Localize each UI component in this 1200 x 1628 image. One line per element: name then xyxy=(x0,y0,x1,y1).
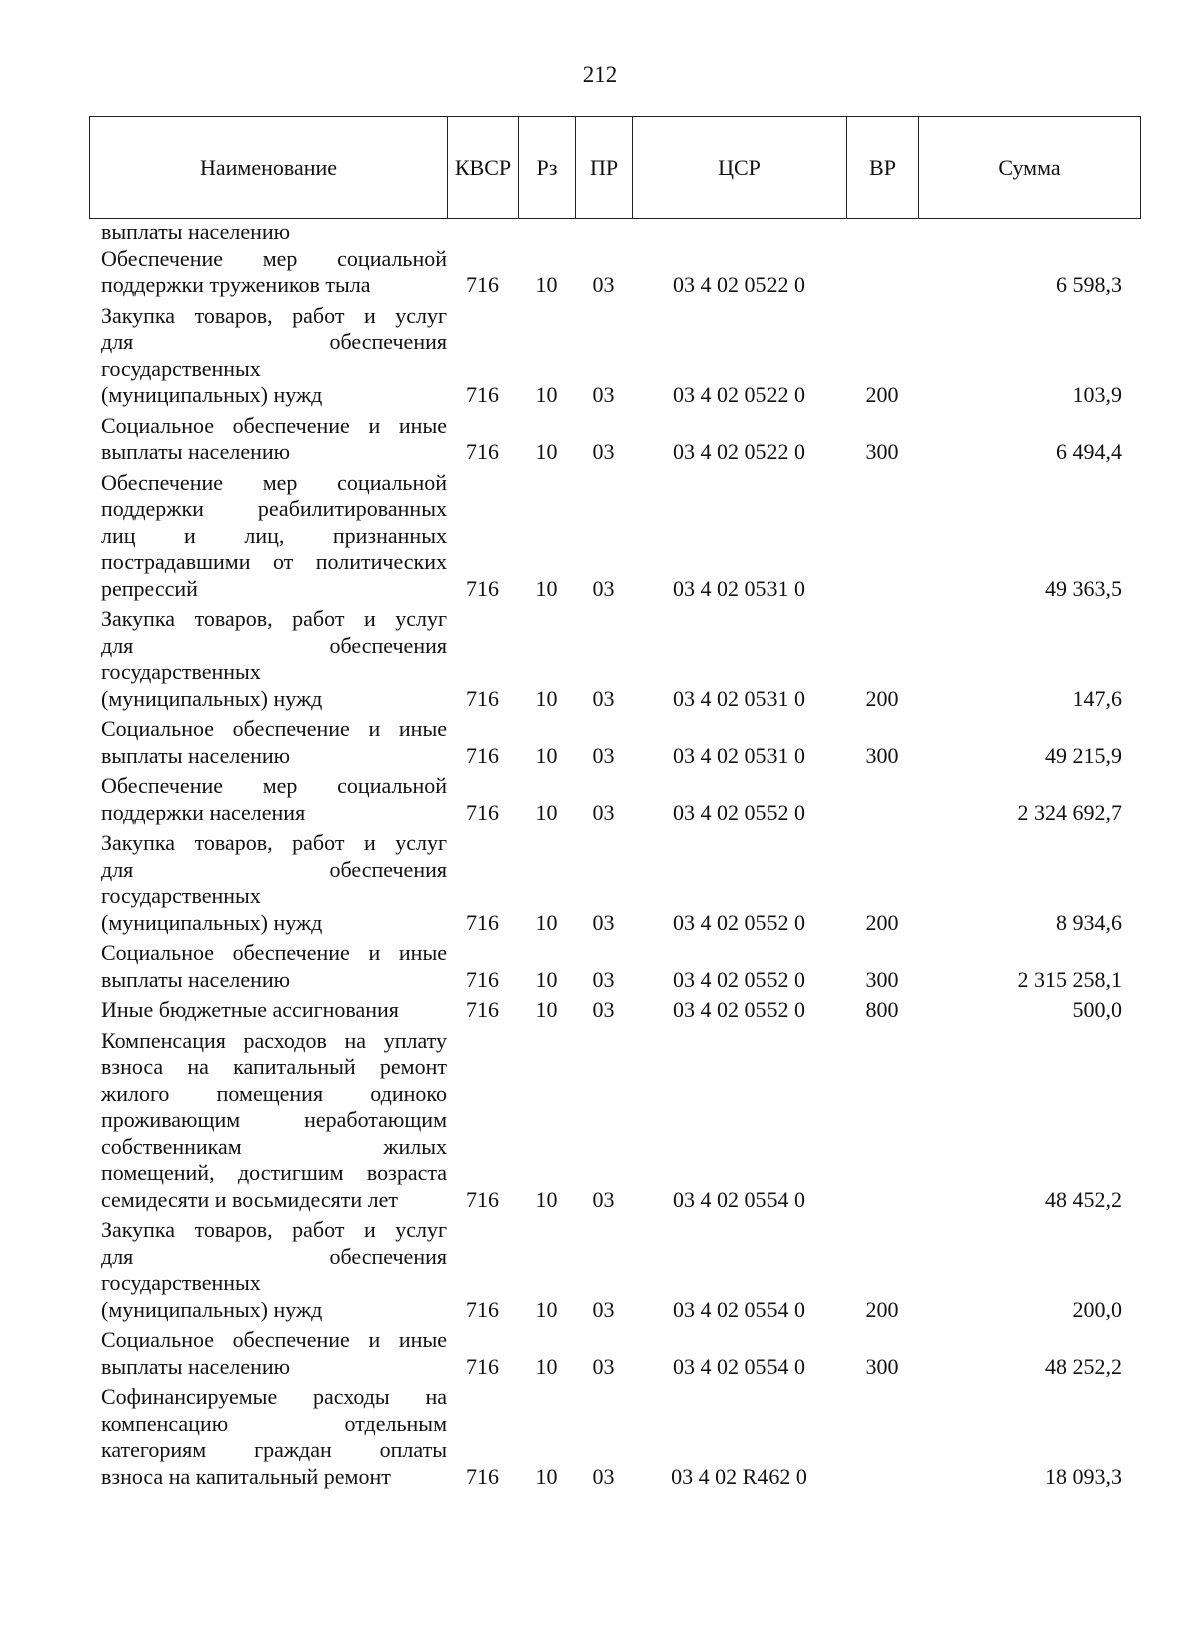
row-vr: 200 xyxy=(865,685,899,711)
row-kvsr: 716 xyxy=(466,382,499,407)
row-name-line: выплаты населению xyxy=(101,1353,291,1379)
row-gap xyxy=(89,1490,1140,1494)
table-body xyxy=(89,219,1140,1494)
row-csr: 03 4 02 0522 0 xyxy=(673,272,805,297)
row-name-line: пострадавшими от политических xyxy=(101,549,447,574)
row-pr: 03 xyxy=(592,1296,615,1322)
table-row xyxy=(89,606,1140,712)
row-csr: 03 4 02 0554 0 xyxy=(673,1186,805,1212)
row-pr: 03 xyxy=(592,966,615,992)
row-sum: 500,0 xyxy=(1072,997,1122,1022)
header-vr: ВР xyxy=(847,117,919,219)
row-pr: 03 xyxy=(592,799,615,825)
row-vr: 200 xyxy=(865,1296,899,1322)
table-row xyxy=(89,470,1140,603)
row-rz: 10 xyxy=(535,1463,558,1489)
row-pr: 03 xyxy=(592,1463,615,1489)
table-row xyxy=(89,1028,1140,1214)
row-sum: 103,9 xyxy=(1072,382,1122,407)
row-csr: 03 4 02 0552 0 xyxy=(673,909,805,935)
row-csr: 03 4 02 0531 0 xyxy=(673,575,805,601)
row-sum: 18 093,3 xyxy=(1045,1463,1122,1489)
row-name-line: выплаты населению xyxy=(101,742,291,768)
row-kvsr: 716 xyxy=(466,685,499,711)
row-csr: 03 4 02 R462 0 xyxy=(671,1463,807,1489)
row-name xyxy=(89,716,447,769)
row-name xyxy=(89,1327,447,1380)
row-name-line: Закупка товаров, работ и услуг xyxy=(101,606,447,631)
row-name xyxy=(89,940,447,993)
row-name-line: (муниципальных) нужд xyxy=(101,382,323,407)
row-name-line: жилого помещения одиноко xyxy=(101,1080,447,1106)
row-csr: 03 4 02 0531 0 xyxy=(673,742,805,768)
row-sum: 2 315 258,1 xyxy=(1017,966,1122,992)
row-name-line: Иные бюджетные ассигнования xyxy=(101,997,399,1022)
row-name-line: (муниципальных) нужд xyxy=(101,685,323,711)
row-name-line: поддержки тружеников тыла xyxy=(101,272,371,297)
row-pr: 03 xyxy=(592,272,615,297)
row-name-line: взноса на капитальный ремонт xyxy=(101,1054,447,1079)
row-name xyxy=(89,470,447,603)
row-kvsr: 716 xyxy=(466,742,499,768)
table-row xyxy=(89,1217,1140,1323)
row-csr: 03 4 02 0522 0 xyxy=(673,439,805,464)
row-name-line: выплаты населению xyxy=(101,439,291,464)
row-sum: 8 934,6 xyxy=(1056,909,1122,935)
table-row xyxy=(89,716,1140,769)
row-name-line: (муниципальных) нужд xyxy=(101,1296,323,1322)
row-name-line: компенсацию отдельным xyxy=(101,1410,447,1436)
row-rz: 10 xyxy=(535,685,558,711)
row-kvsr: 716 xyxy=(466,1463,499,1489)
header-name: Наименование xyxy=(90,117,448,219)
row-vr: 300 xyxy=(865,966,899,992)
row-name xyxy=(89,303,447,409)
table-header xyxy=(89,116,1141,219)
row-name-line: лиц и лиц, признанных xyxy=(101,522,447,548)
row-kvsr: 716 xyxy=(466,997,499,1022)
table-row xyxy=(89,219,1140,246)
row-sum: 2 324 692,7 xyxy=(1017,799,1122,825)
row-rz: 10 xyxy=(535,439,558,464)
row-pr: 03 xyxy=(592,997,615,1022)
row-name-line: поддержки населения xyxy=(101,799,306,825)
row-pr: 03 xyxy=(592,742,615,768)
row-rz: 10 xyxy=(535,1296,558,1322)
row-vr: 200 xyxy=(865,382,899,407)
row-rz: 10 xyxy=(535,909,558,935)
row-name-line: Социальное обеспечение и иные xyxy=(101,412,447,438)
row-rz: 10 xyxy=(535,742,558,768)
row-name-line: Социальное обеспечение и иные xyxy=(101,940,447,965)
row-name-line: для обеспечения xyxy=(101,632,447,658)
row-sum: 200,0 xyxy=(1072,1296,1122,1322)
row-name xyxy=(89,413,447,466)
row-rz: 10 xyxy=(535,966,558,992)
row-kvsr: 716 xyxy=(466,272,499,297)
row-sum: 147,6 xyxy=(1072,685,1122,711)
table-row xyxy=(89,940,1140,993)
row-name xyxy=(89,606,447,712)
row-name-line: государственных xyxy=(101,1270,261,1295)
row-name-line: проживающим неработающим xyxy=(101,1107,447,1132)
row-name-line: выплаты населению xyxy=(101,966,291,992)
row-name-line: помещений, достигшим возраста xyxy=(101,1160,447,1185)
row-rz: 10 xyxy=(535,272,558,297)
row-name xyxy=(89,1384,447,1490)
row-csr: 03 4 02 0552 0 xyxy=(673,799,805,825)
header-pr: ПР xyxy=(576,117,633,219)
row-csr: 03 4 02 0552 0 xyxy=(673,997,805,1022)
row-pr: 03 xyxy=(592,909,615,935)
row-name-line: государственных xyxy=(101,659,261,684)
row-sum: 49 215,9 xyxy=(1045,742,1122,768)
row-sum: 6 598,3 xyxy=(1056,272,1122,297)
header-kvsr: КВСР xyxy=(448,117,519,219)
row-vr: 300 xyxy=(865,1353,899,1379)
header-sum: Сумма xyxy=(919,117,1141,219)
row-csr: 03 4 02 0554 0 xyxy=(673,1296,805,1322)
row-name xyxy=(89,246,447,299)
row-rz: 10 xyxy=(535,1186,558,1212)
row-name-line: Обеспечение мер социальной xyxy=(101,773,447,798)
row-name xyxy=(89,773,447,826)
row-name-line: для обеспечения xyxy=(101,1243,447,1269)
row-name-line: Обеспечение мер социальной xyxy=(101,469,447,495)
row-pr: 03 xyxy=(592,685,615,711)
row-kvsr: 716 xyxy=(466,909,499,935)
row-pr: 03 xyxy=(592,575,615,601)
row-kvsr: 716 xyxy=(466,799,499,825)
row-kvsr: 716 xyxy=(466,575,499,601)
row-rz: 10 xyxy=(535,997,558,1022)
table-row xyxy=(89,413,1140,466)
row-name-line: Закупка товаров, работ и услуг xyxy=(101,1217,447,1242)
row-vr: 300 xyxy=(865,439,899,464)
row-pr: 03 xyxy=(592,382,615,407)
row-name-line: Социальное обеспечение и иные xyxy=(101,716,447,741)
page-number: 212 xyxy=(582,62,618,87)
row-name-line: для обеспечения xyxy=(101,329,447,354)
row-name-line: Социальное обеспечение и иные xyxy=(101,1327,447,1352)
row-name xyxy=(89,997,447,1024)
row-name-line: категориям граждан оплаты xyxy=(101,1437,447,1462)
table-row xyxy=(89,303,1140,409)
row-name-line: репрессий xyxy=(101,575,198,601)
row-csr: 03 4 02 0552 0 xyxy=(673,966,805,992)
row-name-line: Закупка товаров, работ и услуг xyxy=(101,830,447,855)
row-name-line: Компенсация расходов на уплату xyxy=(101,1027,447,1053)
row-rz: 10 xyxy=(535,1353,558,1379)
header-rz: Рз xyxy=(519,117,576,219)
table-row xyxy=(89,773,1140,826)
row-kvsr: 716 xyxy=(466,1296,499,1322)
table-row xyxy=(89,830,1140,936)
row-sum: 6 494,4 xyxy=(1056,439,1122,464)
row-name xyxy=(89,1217,447,1323)
row-sum: 48 452,2 xyxy=(1045,1186,1122,1212)
row-name-line: выплаты населению xyxy=(101,219,291,244)
row-name-line: государственных xyxy=(101,883,261,908)
row-rz: 10 xyxy=(535,382,558,407)
row-name-line: для обеспечения xyxy=(101,856,447,882)
row-vr: 200 xyxy=(865,909,899,935)
row-kvsr: 716 xyxy=(466,1186,499,1212)
row-pr: 03 xyxy=(592,439,615,464)
row-name xyxy=(89,219,447,246)
row-kvsr: 716 xyxy=(466,1353,499,1379)
row-name xyxy=(89,830,447,936)
row-name-line: государственных xyxy=(101,355,261,381)
row-name-line: (муниципальных) нужд xyxy=(101,909,323,935)
row-name xyxy=(89,1028,447,1214)
row-pr: 03 xyxy=(592,1353,615,1379)
table-row xyxy=(89,246,1140,299)
row-csr: 03 4 02 0554 0 xyxy=(673,1353,805,1379)
row-name-line: Софинансируемые расходы на xyxy=(101,1384,447,1409)
row-name-line: Обеспечение мер социальной xyxy=(101,245,447,271)
table-row xyxy=(89,1384,1140,1490)
row-sum: 48 252,2 xyxy=(1045,1353,1122,1379)
row-vr: 800 xyxy=(865,997,899,1022)
row-vr: 300 xyxy=(865,742,899,768)
header-csr: ЦСР xyxy=(633,117,847,219)
row-name-line: собственникам жилых xyxy=(101,1133,447,1159)
row-name-line: взноса на капитальный ремонт xyxy=(101,1463,391,1489)
row-name-line: поддержки реабилитированных xyxy=(101,496,447,521)
row-name-line: Закупка товаров, работ и услуг xyxy=(101,302,447,328)
row-kvsr: 716 xyxy=(466,966,499,992)
row-rz: 10 xyxy=(535,575,558,601)
row-pr: 03 xyxy=(592,1186,615,1212)
row-rz: 10 xyxy=(535,799,558,825)
table-row xyxy=(89,997,1140,1024)
row-csr: 03 4 02 0531 0 xyxy=(673,685,805,711)
table-row xyxy=(89,1327,1140,1380)
row-sum: 49 363,5 xyxy=(1045,575,1122,601)
row-csr: 03 4 02 0522 0 xyxy=(673,382,805,407)
row-name-line: семидесяти и восьмидесяти лет xyxy=(101,1186,398,1212)
row-kvsr: 716 xyxy=(466,439,499,464)
